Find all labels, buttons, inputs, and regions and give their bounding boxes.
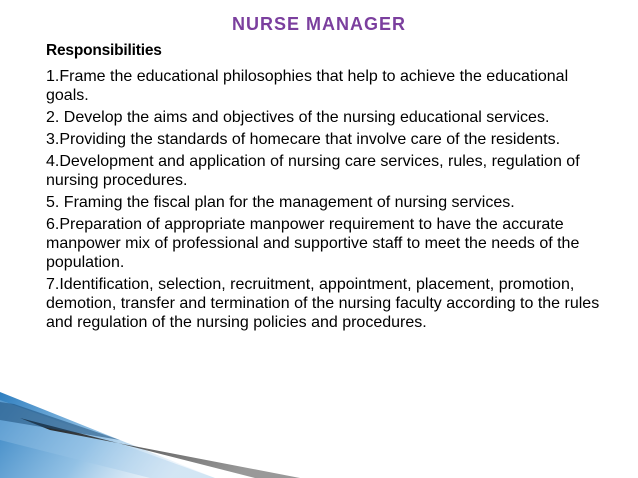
list-item: 2. Develop the aims and objectives of the nursing educational services. bbox=[46, 109, 550, 126]
list-item: 1.Frame the educational philosophies that help to achieve the educational goals. bbox=[46, 68, 569, 104]
slide-content bbox=[46, 41, 606, 335]
slide-title: NURSE MANAGER bbox=[231, 14, 406, 34]
dark-swoosh-shape bbox=[20, 418, 300, 478]
blue-swoosh-shape bbox=[0, 392, 215, 478]
list-item: 3.Providing the standards of homecare that involve care of the residents. bbox=[46, 131, 561, 148]
dark-swoosh-edge bbox=[0, 402, 120, 440]
blue-swoosh-highlight bbox=[0, 400, 215, 478]
list-item: 5. Framing the fiscal plan for the management of nursing services. bbox=[46, 194, 515, 211]
list-item: 6.Preparation of appropriate manpower requirement to have the accurate manpower mix of professional and supportive staff to meet the needs of the population. bbox=[46, 216, 580, 271]
responsibilities-heading: Responsibilities bbox=[46, 42, 162, 59]
list-item: 7.Identification, selection, recruitment, appointment, placement, promotion, demotion, transfer and termination of the nursing faculty according to the rules and regulation of the nursing policies and procedures. bbox=[46, 276, 600, 331]
list-item: 4.Development and application of nursing care services, rules, regulation of nursing procedures. bbox=[46, 153, 580, 189]
